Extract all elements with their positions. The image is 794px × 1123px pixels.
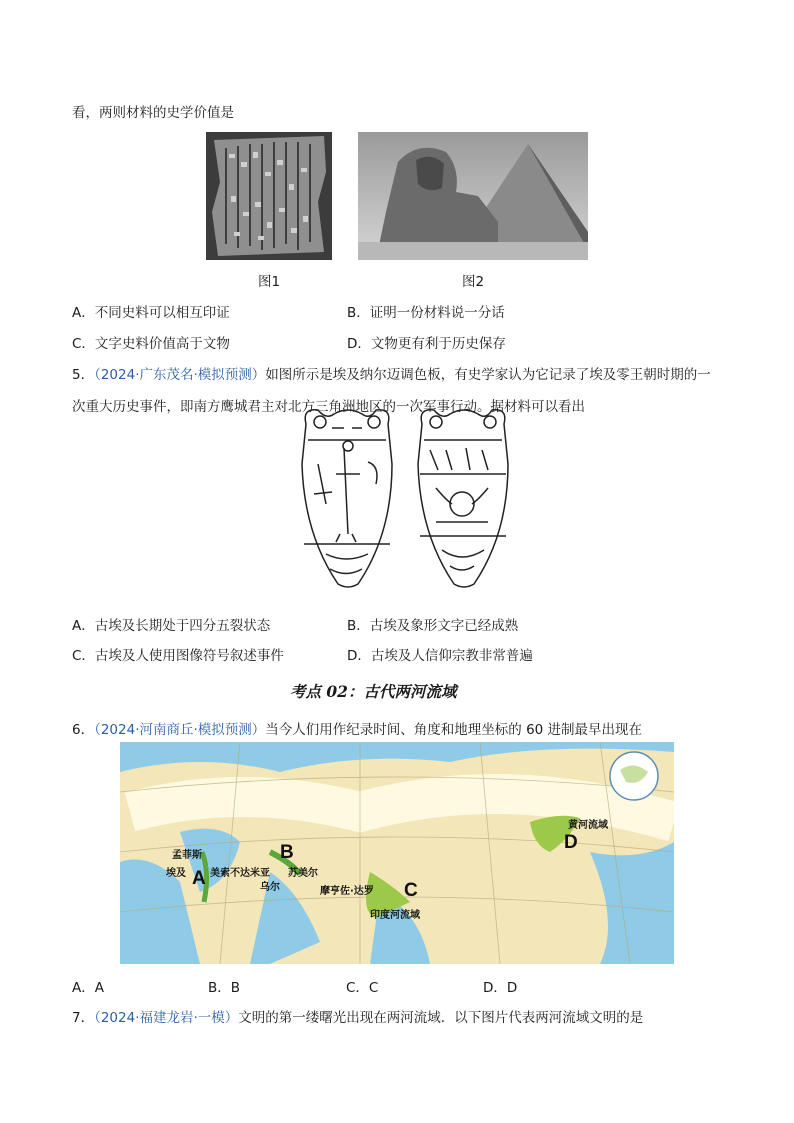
q5-stem-text: 如图所示是埃及纳尔迈调色板，有史学家认为它记录了埃及零王朝时期的一 [265,367,711,383]
q4-option-a: A．不同史料可以相互印证 [72,305,230,321]
q5-stem-line-2: 次重大历史事件，即南方鹰城君主对北方三角洲地区的一次军事行动。据材料可以看出 [72,399,585,415]
figure-2-caption: 图2 [462,274,485,290]
q6-option-d: D．D [483,980,518,996]
q6-option-b: B．B [208,980,241,996]
map-label-indus-valley: 印度河流域 [370,910,420,921]
q4-option-d: D．文物更有利于历史保存 [347,336,506,352]
map-letter-c: C [404,880,418,901]
map-label-ur: 乌尔 [260,882,280,893]
figure-2-sphinx-pyramid [358,132,588,260]
map-ancient-civilizations [120,742,674,964]
q6-source: （2024·河南商丘·模拟预测） [94,722,266,738]
map-label-yellow-river: 黄河流域 [568,820,608,831]
figure-narmer-palette-back [412,404,514,590]
map-label-mohenjo-daro: 摩亨佐·达罗 [320,886,374,897]
q5-option-a: A．古埃及长期处于四分五裂状态 [72,618,271,634]
q5-option-d: D．古埃及人信仰宗教非常普遍 [347,648,533,664]
figure-1-inscription [206,132,332,260]
q4-option-c: C．文字史料价值高于文物 [72,336,230,352]
q5-stem-line-1 [72,363,711,383]
q6-number: 6． [72,722,95,738]
map-label-mesopotamia: 美索不达米亚 [210,868,270,879]
q6-option-a: A．A [72,980,104,996]
q6-stem-text: 当今人们用作纪录时间、角度和地理坐标的 60 进制最早出现在 [265,722,643,738]
q6-stem [72,718,642,738]
figure-narmer-palette-front [296,404,398,590]
q4-option-b: B．证明一份材料说一分话 [347,305,505,321]
q7-source: （2024·福建龙岩·一模） [94,1010,239,1026]
q5-number: 5． [72,367,95,383]
map-label-egypt: 埃及 [166,868,186,879]
map-label-sumer: 苏美尔 [288,868,318,879]
map-label-memphis: 孟菲斯 [172,850,202,861]
q6-option-c: C．C [346,980,379,996]
map-letter-d: D [564,832,578,853]
section-heading: 考点 02：古代两河流域 [290,682,457,701]
q7-stem-text: 文明的第一缕曙光出现在两河流域．以下图片代表两河流域文明的是 [238,1010,644,1026]
q5-option-b: B．古埃及象形文字已经成熟 [347,618,519,634]
map-letter-a: A [192,868,206,889]
q7-stem [72,1006,643,1026]
map-letter-b: B [280,842,294,863]
q4-stem-tail: 看，两则材料的史学价值是 [72,105,234,121]
q5-source: （2024·广东茂名·模拟预测） [94,367,266,383]
q7-number: 7． [72,1010,95,1026]
figure-1-caption: 图1 [258,274,281,290]
q5-option-c: C．古埃及人使用图像符号叙述事件 [72,648,284,664]
